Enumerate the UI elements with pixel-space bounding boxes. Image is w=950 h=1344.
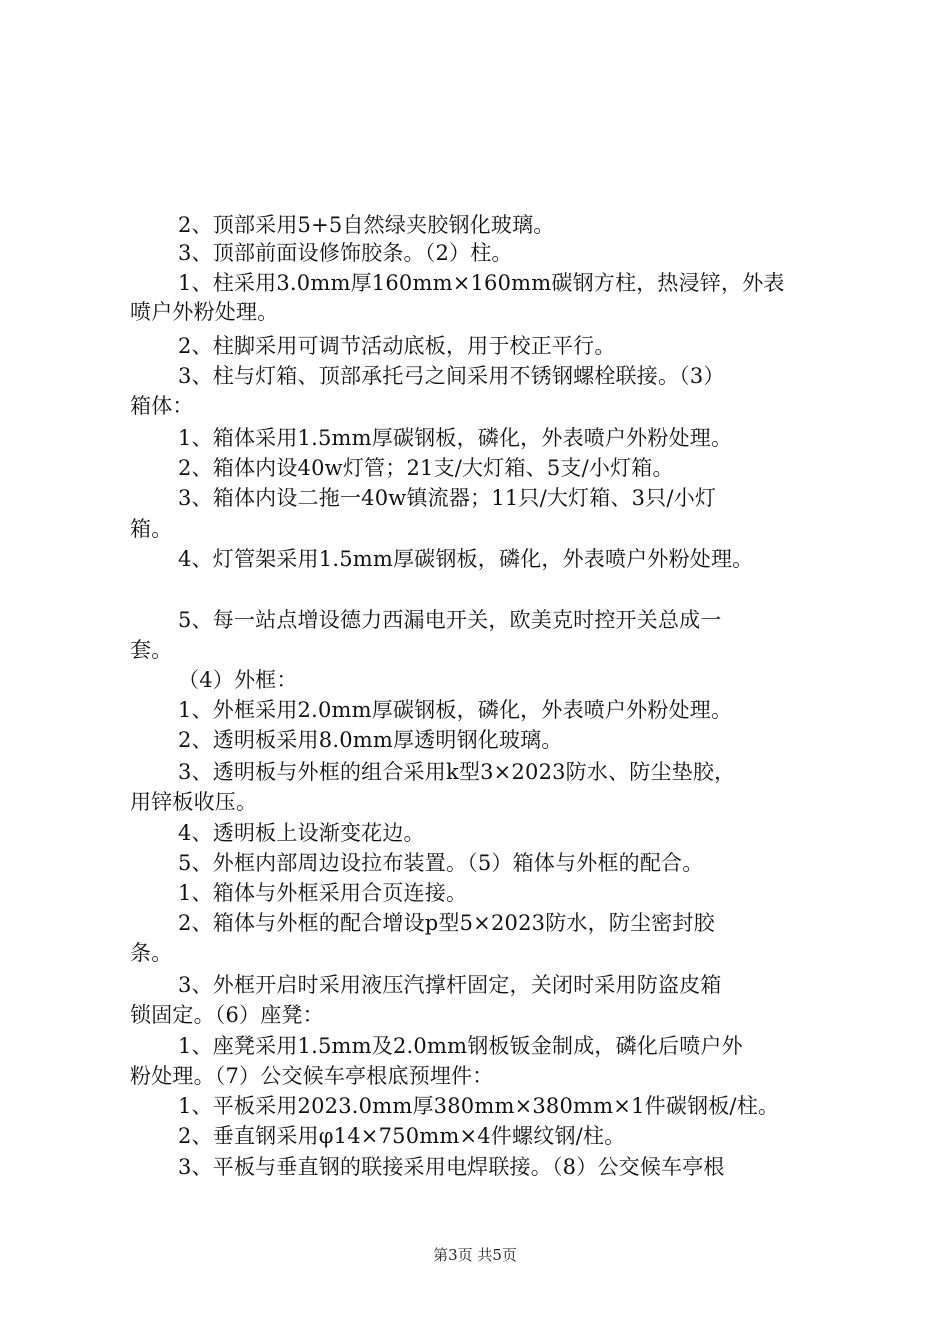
text-line: 1、平板采用2023.0mm厚380mm×380mm×1件碳钢板/柱。 <box>178 1094 780 1118</box>
text-line: 4、透明板上设渐变花边。 <box>178 821 425 845</box>
text-line: 1、柱采用3.0mm厚160mm×160mm碳钢方柱，热浸锌，外表 <box>178 271 785 295</box>
text-line: 3、透明板与外框的组合采用k型3×2023防水、防尘垫胶， <box>178 760 736 784</box>
text-line: 2、透明板采用8.0mm厚透明钢化玻璃。 <box>178 728 563 752</box>
text-line: 锁固定。（6）座凳： <box>130 1003 324 1027</box>
text-line: 3、箱体内设二拖一40w镇流器；11只/大灯箱、3只/小灯 <box>178 486 717 510</box>
text-line: 2、顶部采用5+5自然绿夹胶钢化玻璃。 <box>178 213 555 237</box>
text-line: 4、灯管架采用1.5mm厚碳钢板，磷化，外表喷户外粉处理。 <box>178 547 754 571</box>
text-line: 喷户外粉处理。 <box>130 300 279 324</box>
text-line: 条。 <box>130 941 173 965</box>
text-line: 3、柱与灯箱、顶部承托弓之间采用不锈钢螺栓联接。（3） <box>178 364 725 388</box>
text-line: 1、座凳采用1.5mm及2.0mm钢板钣金制成，磷化后喷户外 <box>178 1034 743 1058</box>
text-line: 3、顶部前面设修饰胶条。（2）柱。 <box>178 241 513 265</box>
text-line: 1、外框采用2.0mm厚碳钢板，磷化，外表喷户外粉处理。 <box>178 698 733 722</box>
text-line: 3、平板与垂直钢的联接采用电焊联接。（8）公交候车亭根 <box>178 1155 725 1179</box>
text-line: 箱体： <box>130 394 194 418</box>
text-line: 2、箱体内设40w灯管；21支/大灯箱、5支/小灯箱。 <box>178 456 674 480</box>
text-line: 用锌板收压。 <box>130 790 258 814</box>
text-line: 1、箱体与外框采用合页连接。 <box>178 881 468 905</box>
text-line: 2、柱脚采用可调节活动底板，用于校正平行。 <box>178 334 616 358</box>
text-line: 5、外框内部周边设拉布装置。（5）箱体与外框的配合。 <box>178 851 704 875</box>
text-line: （4）外框： <box>178 668 298 692</box>
text-line: 2、垂直钢采用φ14×750mm×4件螺纹钢/柱。 <box>178 1124 626 1148</box>
page-number-footer: 第3页 共5页 <box>433 1246 517 1264</box>
text-line: 粉处理。（7）公交候车亭根底预埋件： <box>130 1064 494 1088</box>
text-line: 2、箱体与外框的配合增设p型5×2023防水，防尘密封胶 <box>178 911 715 935</box>
text-line: 5、每一站点增设德力西漏电开关，欧美克时控开关总成一 <box>178 608 722 632</box>
text-line: 箱。 <box>130 517 173 541</box>
text-line: 1、箱体采用1.5mm厚碳钢板，磷化，外表喷户外粉处理。 <box>178 426 733 450</box>
text-line: 3、外框开启时采用液压汽撑杆固定，关闭时采用防盗皮箱 <box>178 973 722 997</box>
text-line: 套。 <box>130 638 173 662</box>
